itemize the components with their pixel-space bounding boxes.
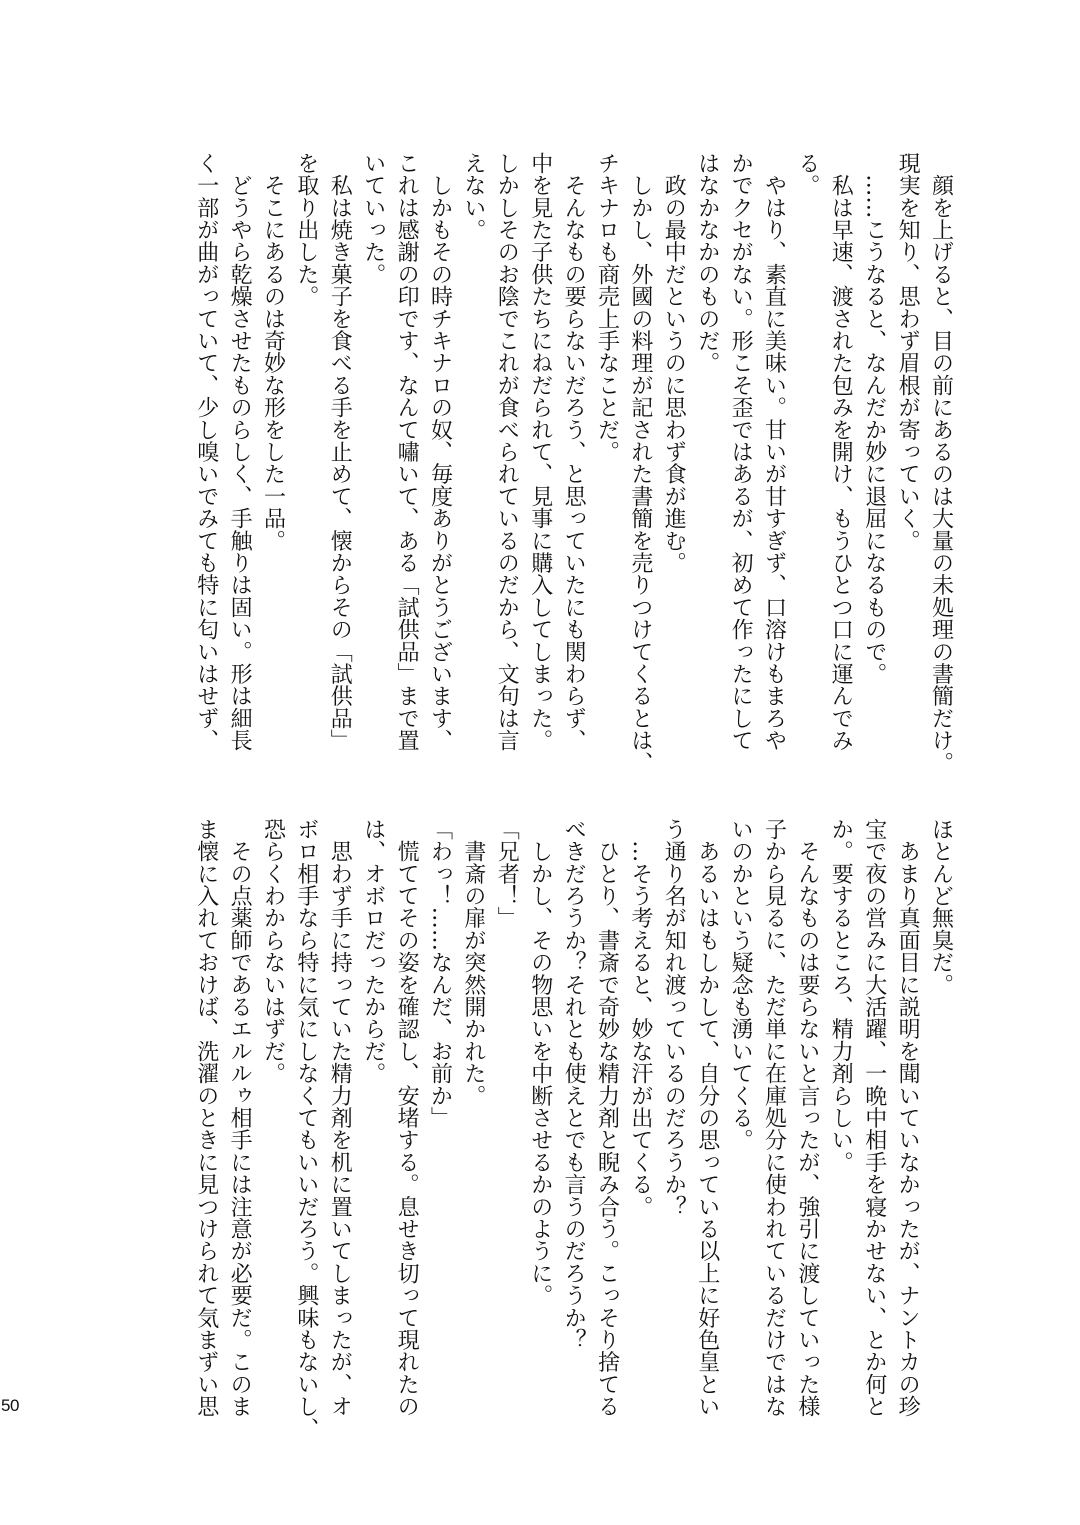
text-column: ボロ相手なら特に気にしなくてもいいだろう。興味もないし、	[293, 818, 319, 1440]
text-column: 恐らくわからないはずだ。	[260, 818, 286, 1085]
text-column: 政の最中だというのに思わず食が進む。	[661, 152, 687, 574]
text-column: ほとんど無臭だ。	[928, 818, 954, 996]
page-number: 50	[1, 1396, 19, 1415]
text-column: そんなものは要らないと言ったが、強引に渡していった様	[794, 818, 820, 1418]
text-column: これは感謝の印です、なんて嘯いて、ある「試供品」まで置	[394, 152, 420, 752]
text-column: く一部が曲がっていて、少し嗅いでみても特に匂いはせず、	[193, 152, 219, 752]
text-column: 中を見た子供たちにねだられて、見事に購入してしまった。	[527, 152, 553, 752]
text-column: しかもその時チキナロの奴、毎度ありがとうございます、	[427, 152, 453, 752]
text-column: 私は焼き菓子を食べる手を止めて、懐からその「試供品」	[327, 152, 353, 752]
text-column: ま懐に入れておけば、洗濯のときに見つけられて気まずい思	[193, 818, 219, 1418]
text-block-top	[0, 152, 1080, 774]
text-column: いのかという疑念も湧いてくる。	[728, 818, 754, 1151]
text-column: ……こうなると、なんだか妙に退屈になるもので。	[861, 152, 887, 685]
text-column: しかし、その物思いを中断させるかのように。	[527, 818, 553, 1307]
text-column: あまり真面目に説明を聞いていなかったが、ナントカの珍	[895, 818, 921, 1418]
text-column: 宝で夜の営みに大活躍、一晩中相手を寝かせない、とか何と	[861, 818, 887, 1418]
text-column: 子から見るに、ただ単に在庫処分に使われているだけではな	[761, 818, 787, 1418]
text-column: 私は早速、渡された包みを開け、もうひとつ口に運んでみ	[828, 152, 854, 752]
text-column: えない。	[460, 152, 486, 241]
text-column: しかしそのお陰でこれが食べられているのだから、文句は言	[494, 152, 520, 752]
text-column: チキナロも商売上手なことだ。	[594, 152, 620, 463]
text-column: を取り出した。	[293, 152, 319, 308]
text-column: 顔を上げると、目の前にあるのは大量の未処理の書簡だけ。	[928, 152, 954, 774]
text-column: いていった。	[360, 152, 386, 286]
text-column: はなかなかのものだ。	[694, 152, 720, 374]
text-column: ひとり、書斎で奇妙な精力剤と睨み合う。こっそり捨てる	[594, 818, 620, 1418]
text-column: か。要するところ、精力剤らしい。	[828, 818, 854, 1174]
text-column: やはり、素直に美味い。甘いが甘すぎず、口溶けもまろや	[761, 152, 787, 752]
text-column: その点薬師であるエルルゥ相手には注意が必要だ。このま	[227, 818, 253, 1418]
text-column: 書斎の扉が突然開かれた。	[460, 818, 486, 1107]
text-column: …そう考えると、妙な汗が出てくる。	[627, 818, 653, 1218]
text-column: かでクセがない。形こそ歪ではあるが、初めて作ったにして	[728, 152, 754, 752]
text-column: 「わっ！……なんだ、お前か」	[427, 818, 453, 1129]
text-column: しかし、外國の料理が記された書簡を売りつけてくるとは、	[627, 152, 653, 774]
text-column: う通り名が知れ渡っているのだろうか？	[661, 818, 687, 1218]
text-column: どうやら乾燥させたものらしく、手触りは固い。形は細長	[227, 152, 253, 752]
text-column: そんなもの要らないだろう、と思っていたにも関わらず、	[561, 152, 587, 752]
text-column: 現実を知り、思わず眉根が寄っていく。	[895, 152, 921, 552]
text-column: は、オボロだったからだ。	[360, 818, 386, 1085]
text-column: そこにあるのは奇妙な形をした一品。	[260, 152, 286, 552]
text-column: 「兄者！」	[494, 818, 520, 929]
text-column: 慌ててその姿を確認し、安堵する。息せき切って現れたの	[394, 818, 420, 1418]
text-column: べきだろうか？それとも使えとでも言うのだろうか？	[561, 818, 587, 1351]
text-column: 思わず手に持っていた精力剤を机に置いてしまったが、オ	[327, 818, 353, 1418]
text-column: る。	[794, 152, 820, 197]
text-block-bottom	[0, 818, 1080, 1440]
text-column: あるいはもしかして、自分の思っている以上に好色皇とい	[694, 818, 720, 1418]
